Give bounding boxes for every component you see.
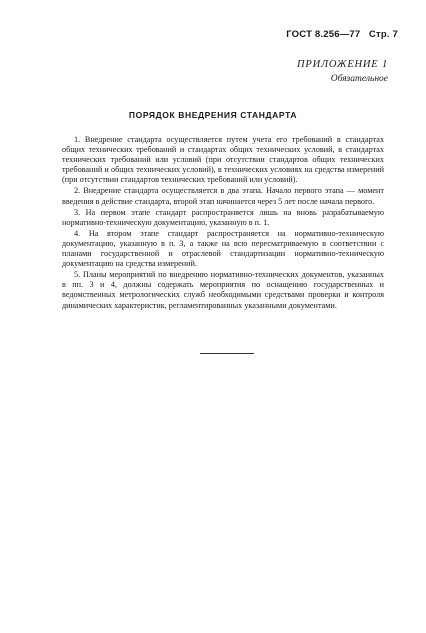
paragraph-4: 4. На втором этапе стандарт распространяется на нормативно-техническую документацию, указанную в п. 3, а также на всю пересматриваемую в соответствии с планами государственной и отраслевой стандартизации нормативно-техническую документацию на средства измерений.: [62, 228, 384, 269]
document-title: ПОРЯДОК ВНЕДРЕНИЯ СТАНДАРТА: [128, 110, 298, 120]
page-number: Стр. 7: [368, 29, 398, 40]
paragraph-2: 2. Внедрение стандарта осуществляется в два этапа. Начало первого этапа — момент введения в действие стандарта, второй этап начинается через 5 лет после начала первого.: [62, 186, 384, 206]
appendix-block: [297, 57, 388, 87]
appendix-status: Обязательное: [330, 74, 388, 84]
end-divider: [200, 353, 254, 354]
standard-number: ГОСТ 8.256—77: [286, 29, 361, 40]
page-header: [286, 29, 398, 40]
paragraph-5: 5. Планы мероприятий по внедрению нормативно-технических документов, указанных в пп. 3 и 4, должны содержать мероприятия по оснащению государственных и ведомственных метрологических служб необходимыми средствами проверки и контроля динамических характеристик, регламентированных указанными документами.: [62, 270, 384, 310]
paragraph-1: 1. Внедрение стандарта осуществляется путем учета его требований в стандартах общих технических требований и стандартах общих технических условий, в стандартах технических требований или условий (при отсутствии стандартов общих технических требований и общих технических условий), в технических условиях на средства измерений (при отсутствии стандартов технических требований или условий).: [62, 135, 384, 185]
appendix-title: ПРИЛОЖЕНИЕ 1: [297, 59, 388, 70]
document-body: [62, 135, 384, 312]
paragraph-3: 3. На первом этапе стандарт распространяется лишь на вновь разрабатываемую нормативно-техническую документацию, указанную в п. 1.: [62, 207, 384, 227]
